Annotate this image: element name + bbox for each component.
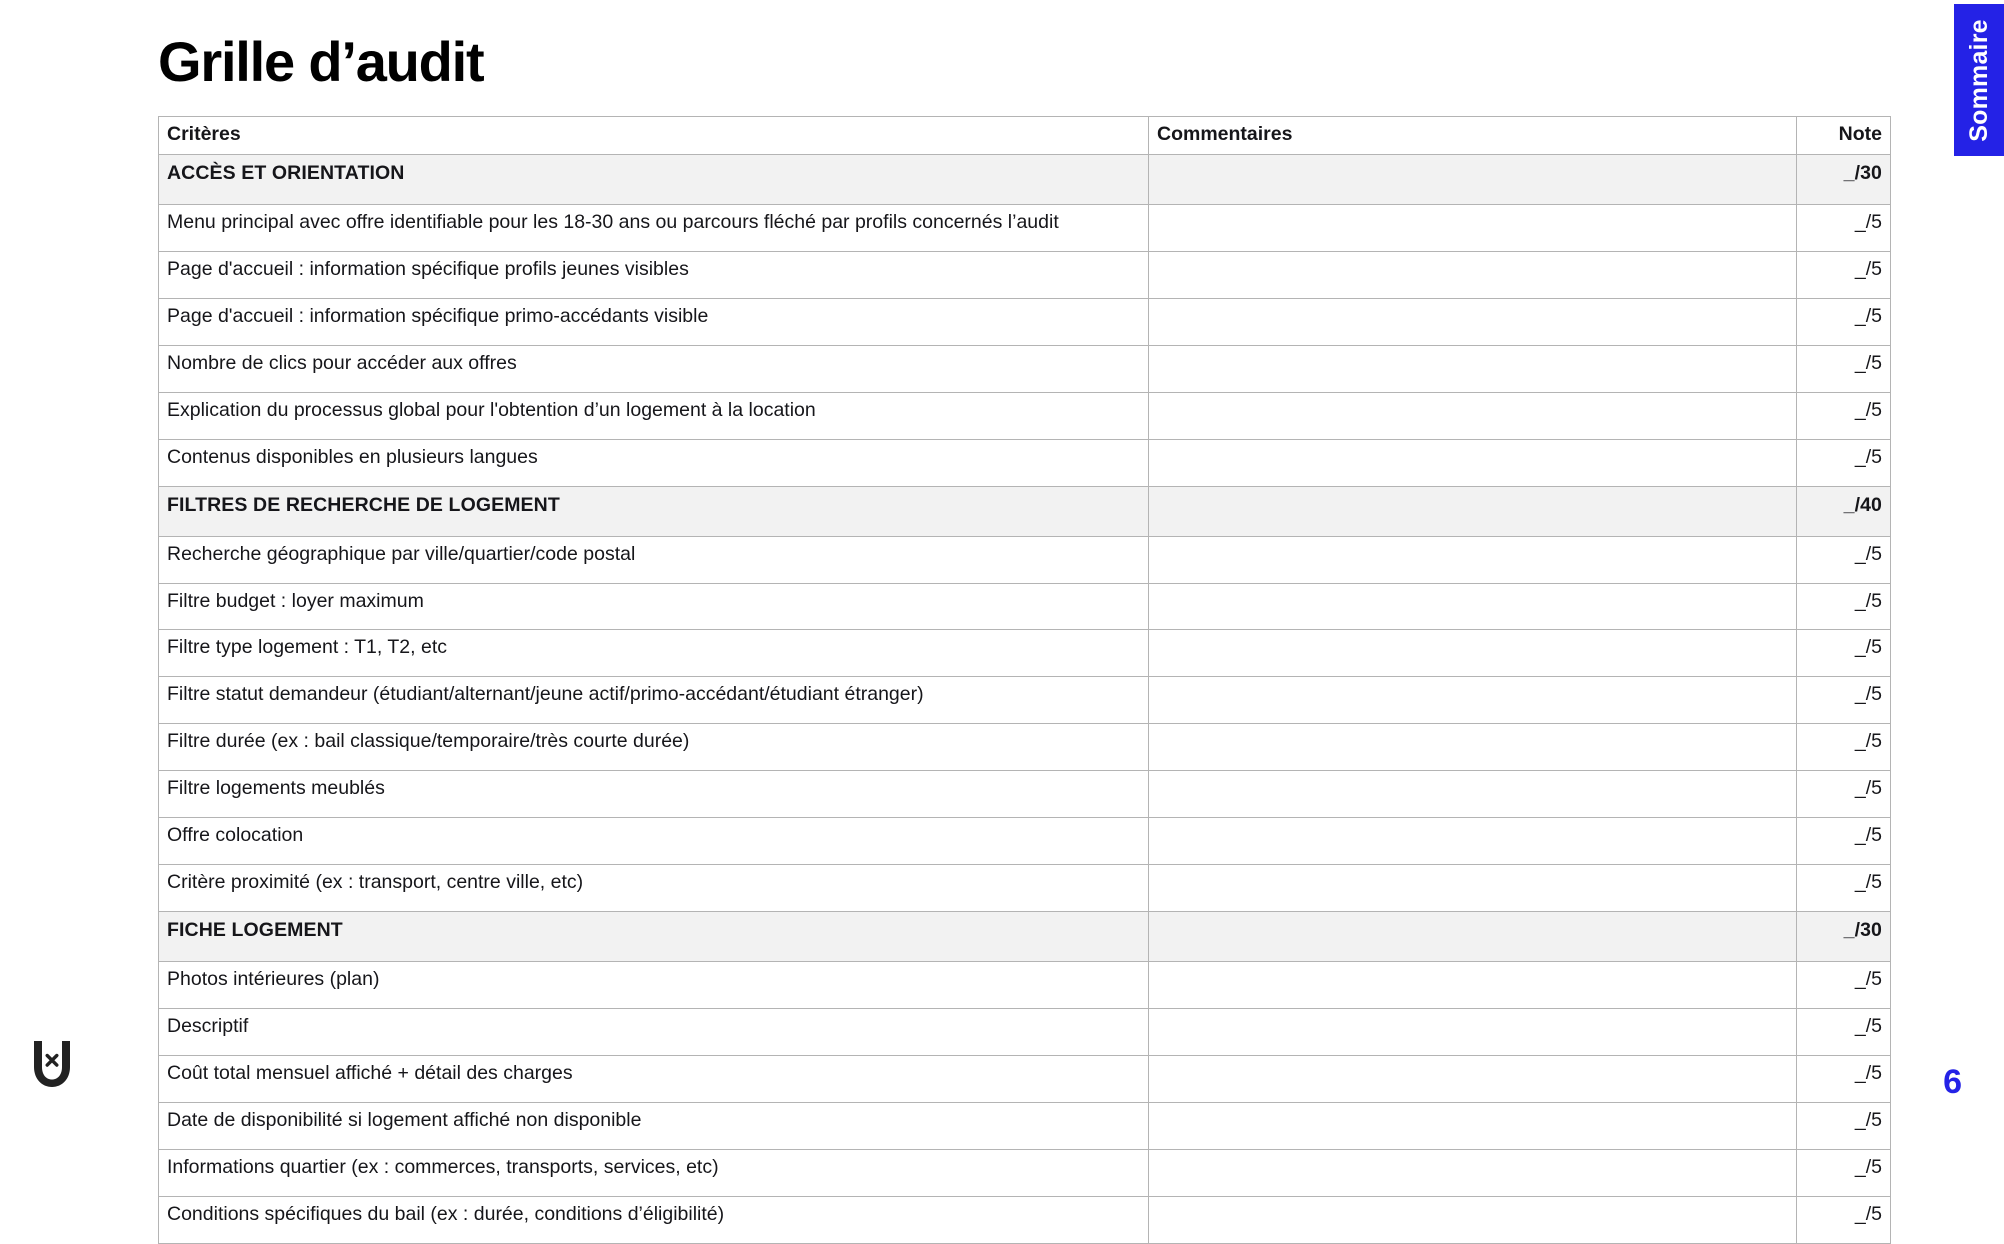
comment-cell[interactable] xyxy=(1149,1056,1797,1103)
criterion-label: Contenus disponibles en plusieurs langues xyxy=(159,439,1149,486)
table-row xyxy=(159,392,1891,439)
score-cell[interactable]: _/5 xyxy=(1797,298,1891,345)
criterion-label: Informations quartier (ex : commerces, transports, services, etc) xyxy=(159,1149,1149,1196)
score-cell[interactable]: _/5 xyxy=(1797,1196,1891,1243)
comment-cell[interactable] xyxy=(1149,583,1797,630)
comment-cell[interactable] xyxy=(1149,486,1797,536)
criterion-label: Menu principal avec offre identifiable pour les 18-30 ans ou parcours fléché par profils concernés l’audit xyxy=(159,204,1149,251)
comment-cell[interactable] xyxy=(1149,439,1797,486)
score-cell[interactable]: _/5 xyxy=(1797,677,1891,724)
table-row xyxy=(159,251,1891,298)
comment-cell[interactable] xyxy=(1149,1196,1797,1243)
criterion-label: Page d'accueil : information spécifique profils jeunes visibles xyxy=(159,251,1149,298)
score-cell[interactable]: _/5 xyxy=(1797,630,1891,677)
section-header-row xyxy=(159,154,1891,204)
table-row xyxy=(159,536,1891,583)
score-cell[interactable]: _/5 xyxy=(1797,1149,1891,1196)
score-cell[interactable]: _/5 xyxy=(1797,392,1891,439)
criterion-label: Conditions spécifiques du bail (ex : durée, conditions d’éligibilité) xyxy=(159,1196,1149,1243)
score-cell[interactable]: _/5 xyxy=(1797,771,1891,818)
score-cell[interactable]: _/5 xyxy=(1797,439,1891,486)
criterion-label: Filtre budget : loyer maximum xyxy=(159,583,1149,630)
criterion-label: Date de disponibilité si logement affiché non disponible xyxy=(159,1103,1149,1150)
audit-grid xyxy=(158,116,1890,1244)
table-row xyxy=(159,771,1891,818)
score-cell[interactable]: _/5 xyxy=(1797,1103,1891,1150)
comment-cell[interactable] xyxy=(1149,865,1797,912)
comment-cell[interactable] xyxy=(1149,1149,1797,1196)
table-row xyxy=(159,1196,1891,1243)
comment-cell[interactable] xyxy=(1149,392,1797,439)
criterion-label: Critère proximité (ex : transport, centre ville, etc) xyxy=(159,865,1149,912)
comment-cell[interactable] xyxy=(1149,630,1797,677)
section-title: ACCÈS ET ORIENTATION xyxy=(159,154,1149,204)
column-header-commentaires: Commentaires xyxy=(1149,117,1797,155)
section-title: FICHE LOGEMENT xyxy=(159,912,1149,962)
table-header-row xyxy=(159,117,1891,155)
criterion-label: Photos intérieures (plan) xyxy=(159,962,1149,1009)
comment-cell[interactable] xyxy=(1149,204,1797,251)
comment-cell[interactable] xyxy=(1149,251,1797,298)
comment-cell[interactable] xyxy=(1149,912,1797,962)
criterion-label: Filtre durée (ex : bail classique/temporaire/très courte durée) xyxy=(159,724,1149,771)
table-header xyxy=(159,117,1891,155)
comment-cell[interactable] xyxy=(1149,345,1797,392)
brand-logo xyxy=(24,1035,80,1093)
criterion-label: Page d'accueil : information spécifique primo-accédants visible xyxy=(159,298,1149,345)
page-number: 6 xyxy=(1943,1063,1962,1101)
table-row xyxy=(159,962,1891,1009)
comment-cell[interactable] xyxy=(1149,154,1797,204)
page-title: Grille d’audit xyxy=(158,30,484,93)
score-cell[interactable]: _/5 xyxy=(1797,1056,1891,1103)
section-header-row xyxy=(159,912,1891,962)
criterion-label: Nombre de clics pour accéder aux offres xyxy=(159,345,1149,392)
comment-cell[interactable] xyxy=(1149,298,1797,345)
comment-cell[interactable] xyxy=(1149,1103,1797,1150)
score-cell[interactable]: _/5 xyxy=(1797,962,1891,1009)
table-row xyxy=(159,439,1891,486)
score-cell[interactable]: _/5 xyxy=(1797,204,1891,251)
table-row xyxy=(159,298,1891,345)
criterion-label: Filtre statut demandeur (étudiant/alternant/jeune actif/primo-accédant/étudiant étranger) xyxy=(159,677,1149,724)
table-row xyxy=(159,1009,1891,1056)
criterion-label: Offre colocation xyxy=(159,818,1149,865)
table-row xyxy=(159,630,1891,677)
score-cell[interactable]: _/5 xyxy=(1797,818,1891,865)
criterion-label: Descriptif xyxy=(159,1009,1149,1056)
table-row xyxy=(159,724,1891,771)
table-row xyxy=(159,345,1891,392)
comment-cell[interactable] xyxy=(1149,724,1797,771)
criterion-label: Recherche géographique par ville/quartier/code postal xyxy=(159,536,1149,583)
criterion-label: Coût total mensuel affiché + détail des charges xyxy=(159,1056,1149,1103)
column-header-note: Note xyxy=(1797,117,1891,155)
score-cell[interactable]: _/5 xyxy=(1797,345,1891,392)
criterion-label: Explication du processus global pour l'obtention d’un logement à la location xyxy=(159,392,1149,439)
score-cell[interactable]: _/5 xyxy=(1797,583,1891,630)
comment-cell[interactable] xyxy=(1149,771,1797,818)
criterion-label: Filtre logements meublés xyxy=(159,771,1149,818)
comment-cell[interactable] xyxy=(1149,1009,1797,1056)
score-cell[interactable]: _/5 xyxy=(1797,536,1891,583)
section-header-row xyxy=(159,486,1891,536)
u-cross-logo-icon xyxy=(24,1035,80,1093)
sommaire-tab[interactable] xyxy=(1954,4,2004,156)
sommaire-tab-label: Sommaire xyxy=(1964,18,1993,142)
section-title: FILTRES DE RECHERCHE DE LOGEMENT xyxy=(159,486,1149,536)
section-score-cell[interactable]: _/40 xyxy=(1797,486,1891,536)
comment-cell[interactable] xyxy=(1149,536,1797,583)
table-row xyxy=(159,1149,1891,1196)
score-cell[interactable]: _/5 xyxy=(1797,1009,1891,1056)
criterion-label: Filtre type logement : T1, T2, etc xyxy=(159,630,1149,677)
comment-cell[interactable] xyxy=(1149,818,1797,865)
score-cell[interactable]: _/5 xyxy=(1797,251,1891,298)
table-row xyxy=(159,818,1891,865)
score-cell[interactable]: _/5 xyxy=(1797,865,1891,912)
table-row xyxy=(159,204,1891,251)
table-row xyxy=(159,1103,1891,1150)
comment-cell[interactable] xyxy=(1149,962,1797,1009)
table-row xyxy=(159,583,1891,630)
table-row xyxy=(159,1056,1891,1103)
score-cell[interactable]: _/5 xyxy=(1797,724,1891,771)
section-score-cell[interactable]: _/30 xyxy=(1797,154,1891,204)
table-row xyxy=(159,677,1891,724)
table-row xyxy=(159,865,1891,912)
section-score-cell[interactable]: _/30 xyxy=(1797,912,1891,962)
comment-cell[interactable] xyxy=(1149,677,1797,724)
audit-table xyxy=(158,116,1891,1244)
column-header-criteres: Critères xyxy=(159,117,1149,155)
table-body xyxy=(159,154,1891,1243)
